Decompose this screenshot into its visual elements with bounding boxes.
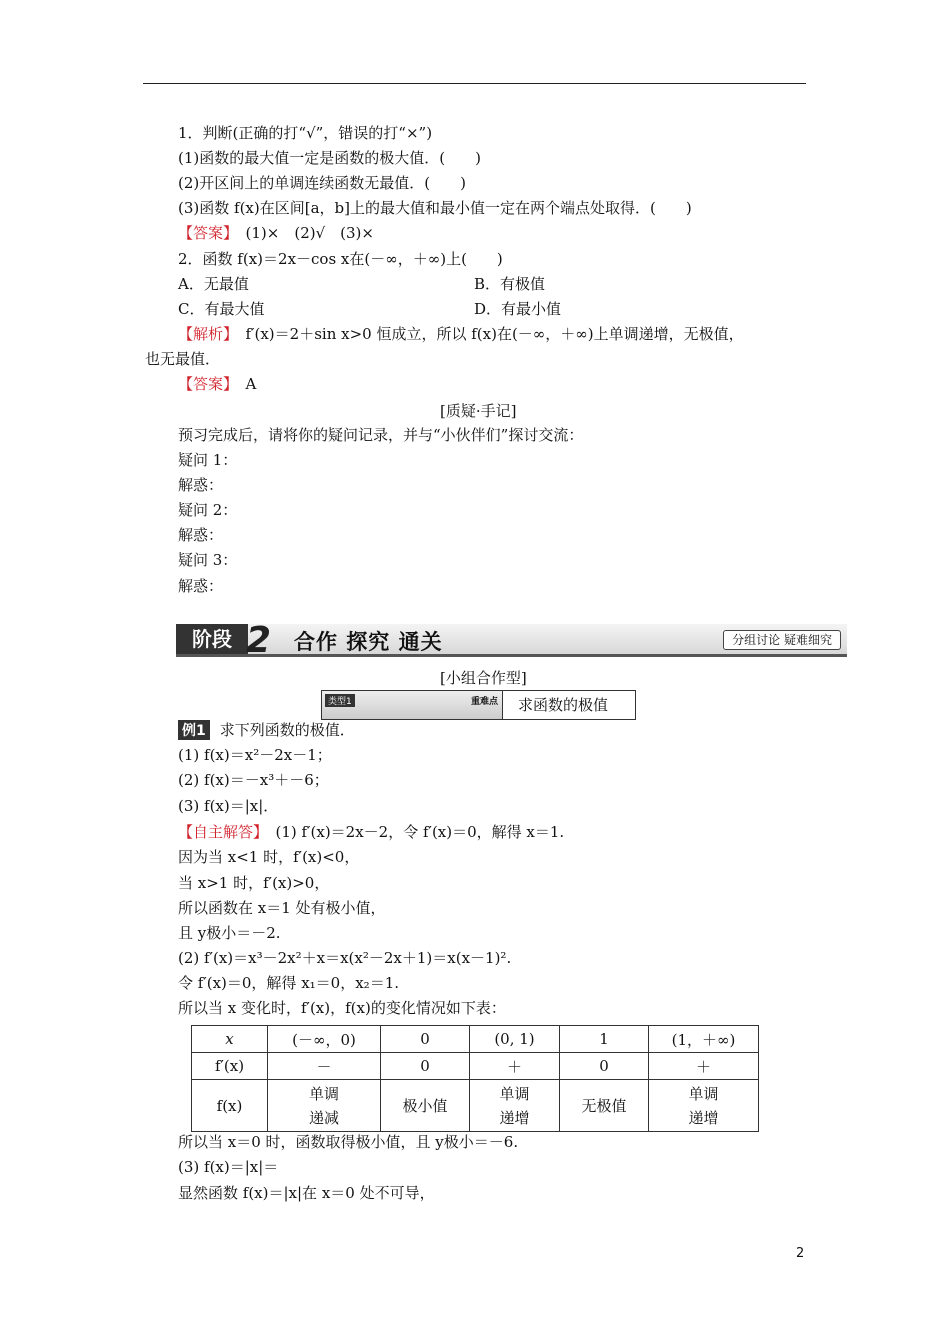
table-cell: (0, 1) [470,1026,560,1053]
page-number: 2 [796,1246,805,1261]
notes-line-2: 解惑： [178,476,224,494]
solution-line-9: 所以当 x＝0 时，函数取得极小值，且 y极小＝－6. [178,1133,519,1151]
solution-line-3: 当 x>1 时，f′(x)>0， [178,874,330,892]
notes-line-4: 解惑： [178,526,224,544]
q1-item-3: (3)函数 f(x)在区间[a，b]上的最大值和最小值一定在两个端点处取得．( ) [178,199,692,217]
example-marker: 例1 [178,720,210,740]
stage-number: 2 [246,620,272,661]
table-cell: x [192,1026,268,1053]
solution-line-8: 所以当 x 变化时，f′(x)，f(x)的变化情况如下表： [178,999,506,1017]
q2-analysis-text: f′(x)＝2＋sin x>0 恒成立，所以 f(x)在(－∞，＋∞)上单调递增，无极值， [245,325,744,343]
table-cell: 1 [560,1026,649,1053]
type-name: 求函数的极值 [518,696,609,714]
table-cell: 单调 递增 [649,1080,759,1132]
q2-answer [178,374,256,394]
table-cell: 极小值 [381,1080,470,1132]
table-cell: 单调 递增 [470,1080,560,1132]
table-cell: 单调 递减 [268,1080,381,1132]
solution-line-1 [178,822,564,842]
solution-text-1: (1) f′(x)＝2x－2，令 f′(x)＝0，解得 x＝1. [275,823,565,841]
example-item-1: (1) f(x)＝x²－2x－1； [178,746,332,764]
table-row [192,1080,759,1132]
table-cell: 0 [381,1026,470,1053]
example-header [178,719,355,739]
analysis-tag: 【解析】 [178,325,231,343]
stage-banner [176,620,847,661]
q2-analysis-cont: 也无最值． [145,350,221,368]
table-cell: ＋ [470,1053,560,1080]
example-item-3: (3) f(x)＝|x|． [178,797,279,815]
stage-title: 合作 探究 通关 [294,630,443,654]
type-box [321,690,636,720]
table-cell: 无极值 [560,1080,649,1132]
variation-table [191,1025,759,1132]
q2-option-a: A．无最值 [178,275,249,293]
q2-option-d: D．有最小值 [474,300,562,318]
table-cell: (－∞，0) [268,1026,381,1053]
example-item-2: (2) f(x)＝－x³＋－6； [178,771,329,789]
solution-line-4: 所以函数在 x＝1 处有极小值， [178,899,386,917]
group-heading: [小组合作型] [440,669,527,687]
notes-line-1: 疑问 1： [178,451,238,469]
solution-line-6: (2) f′(x)＝x³－2x²＋x＝x(x²－2x＋1)＝x(x－1)². [178,949,512,967]
q1-answer [178,223,374,243]
type-key: 重难点 [470,697,498,707]
solution-line-10: (3) f(x)＝|x|＝ [178,1158,279,1176]
solution-line-7: 令 f′(x)＝0，解得 x₁＝0，x₂＝1. [178,974,400,992]
notes-line-3: 疑问 2： [178,501,238,519]
example-text: 求下列函数的极值． [219,721,355,739]
solution-line-2: 因为当 x<1 时，f′(x)<0， [178,848,360,866]
q2-title: 2．函数 f(x)＝2x－cos x在(－∞，＋∞)上( ) [178,250,503,268]
solution-tag: 【自主解答】 [178,823,261,841]
table-cell: f′(x) [192,1053,268,1080]
table-cell: 0 [381,1053,470,1080]
table-row [192,1053,759,1080]
q2-option-c: C．有最大值 [178,300,265,318]
stage-label: 阶段 [176,624,248,654]
notes-intro: 预习完成后，请将你的疑问记录，并与“小伙伴们”探讨交流： [178,426,584,444]
table-cell: － [268,1053,381,1080]
notes-heading: [质疑·手记] [440,402,517,420]
answer-tag: 【答案】 [178,224,231,242]
notes-line-5: 疑问 3： [178,551,238,569]
q1-item-2: (2)开区间上的单调连续函数无最值．( ) [178,174,466,192]
solution-line-5: 且 y极小＝－2. [178,924,281,942]
q1-answer-text: (1)× (2)√ (3)× [245,224,374,242]
q2-analysis [178,324,744,344]
header-rule [143,83,806,84]
q2-option-b: B．有极值 [474,275,546,293]
notes-line-6: 解惑： [178,577,224,595]
table-row [192,1026,759,1053]
table-cell: f(x) [192,1080,268,1132]
type-box-strip [322,691,503,719]
q1-title: 1．判断(正确的打“√”，错误的打“×”) [178,124,433,142]
answer-tag: 【答案】 [178,375,231,393]
stage-badge: 分组讨论 疑难细究 [723,630,841,650]
table-cell: (1，＋∞) [649,1026,759,1053]
q2-answer-text: A [245,375,257,393]
q1-item-1: (1)函数的最大值一定是函数的极大值．( ) [178,149,481,167]
type-label: 类型1 [325,694,355,707]
table-cell: ＋ [649,1053,759,1080]
solution-line-11: 显然函数 f(x)＝|x|在 x＝0 处不可导， [178,1184,435,1202]
table-cell: 0 [560,1053,649,1080]
